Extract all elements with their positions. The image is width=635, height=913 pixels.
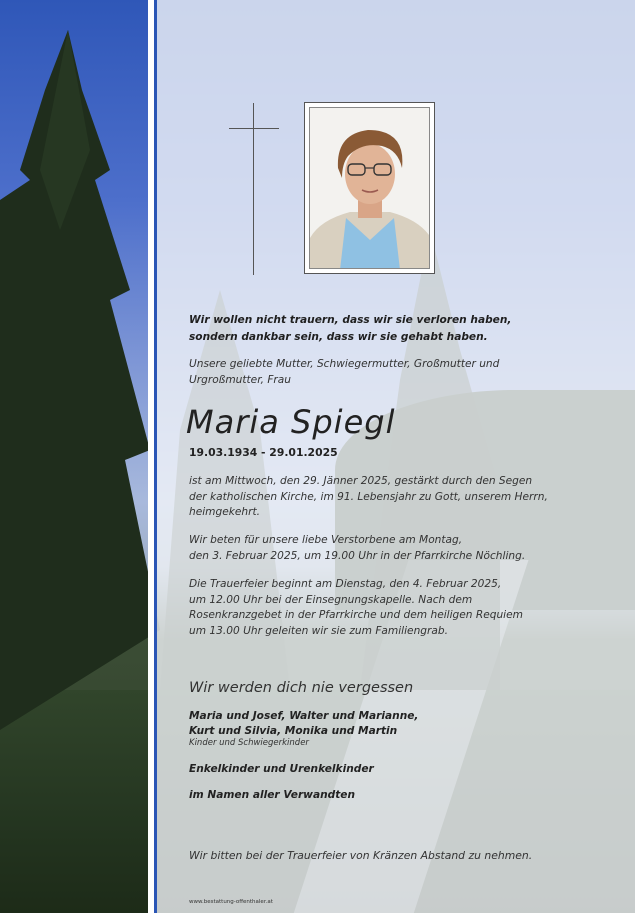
quote <box>189 312 511 346</box>
closing-note: Wir bitten bei der Trauerfeier von Kränzen Abstand zu nehmen. <box>189 849 533 862</box>
life-dates: 19.03.1934 - 29.01.2025 <box>189 446 338 459</box>
paragraph-line: der katholischen Kirche, im 91. Lebensjahr zu Gott, unserem Herrn, <box>189 490 548 503</box>
paragraph-line: heimgekehrt. <box>189 506 260 518</box>
intro-line: Unsere geliebte Mutter, Schwiegermutter, Großmutter und <box>189 358 500 370</box>
quote-line: sondern dankbar sein, dass wir sie gehabt haben. <box>189 331 488 343</box>
children-names <box>189 709 418 739</box>
portrait-image <box>309 107 430 269</box>
conifer-tree <box>0 30 160 730</box>
paragraph-line: ist am Mittwoch, den 29. Jänner 2025, gestärkt durch den Segen <box>189 475 533 487</box>
intro-line: Urgroßmutter, Frau <box>189 373 291 386</box>
deceased-name: Maria Spiegl <box>186 403 396 441</box>
paragraph-line: Rosenkranzgebet in der Pfarrkirche und dem heiligen Requiem <box>189 609 523 621</box>
grandchildren: Enkelkinder und Urenkelkinder <box>189 763 374 775</box>
paragraph-line: um 12.00 Uhr bei der Einsegnungskapelle. Nach dem <box>189 593 473 606</box>
paragraph-line: den 3. Februar 2025, um 19.00 Uhr in der Pfarrkirche Nöchling. <box>189 549 526 562</box>
relatives: im Namen aller Verwandten <box>189 789 356 801</box>
paragraph-line: um 13.00 Uhr geleiten wir sie zum Familiengrab. <box>189 624 448 637</box>
footer-url: www.bestattung-offenthaler.at <box>189 899 273 905</box>
portrait-photo <box>304 102 435 274</box>
memorial-heading: Wir werden dich nie vergessen <box>189 680 414 696</box>
quote-line: Wir wollen nicht trauern, dass wir sie verloren haben, <box>189 314 512 326</box>
paragraph-line: Wir beten für unsere liebe Verstorbene am Montag, <box>189 534 463 546</box>
intro-text <box>189 357 499 388</box>
children-line: Maria und Josef, Walter und Marianne, <box>189 710 419 722</box>
prayer-paragraph <box>189 533 525 564</box>
funeral-paragraph <box>189 577 523 639</box>
portrait-illustration <box>310 108 430 269</box>
cross-icon-horizontal <box>229 128 279 129</box>
passing-paragraph <box>189 474 548 521</box>
children-relation: Kinder und Schwiegerkinder <box>189 738 309 748</box>
children-line: Kurt und Silvia, Monika und Martin <box>189 725 398 737</box>
blue-stripe <box>154 0 157 913</box>
paragraph-line: Die Trauerfeier beginnt am Dienstag, den 4. Februar 2025, <box>189 578 502 590</box>
